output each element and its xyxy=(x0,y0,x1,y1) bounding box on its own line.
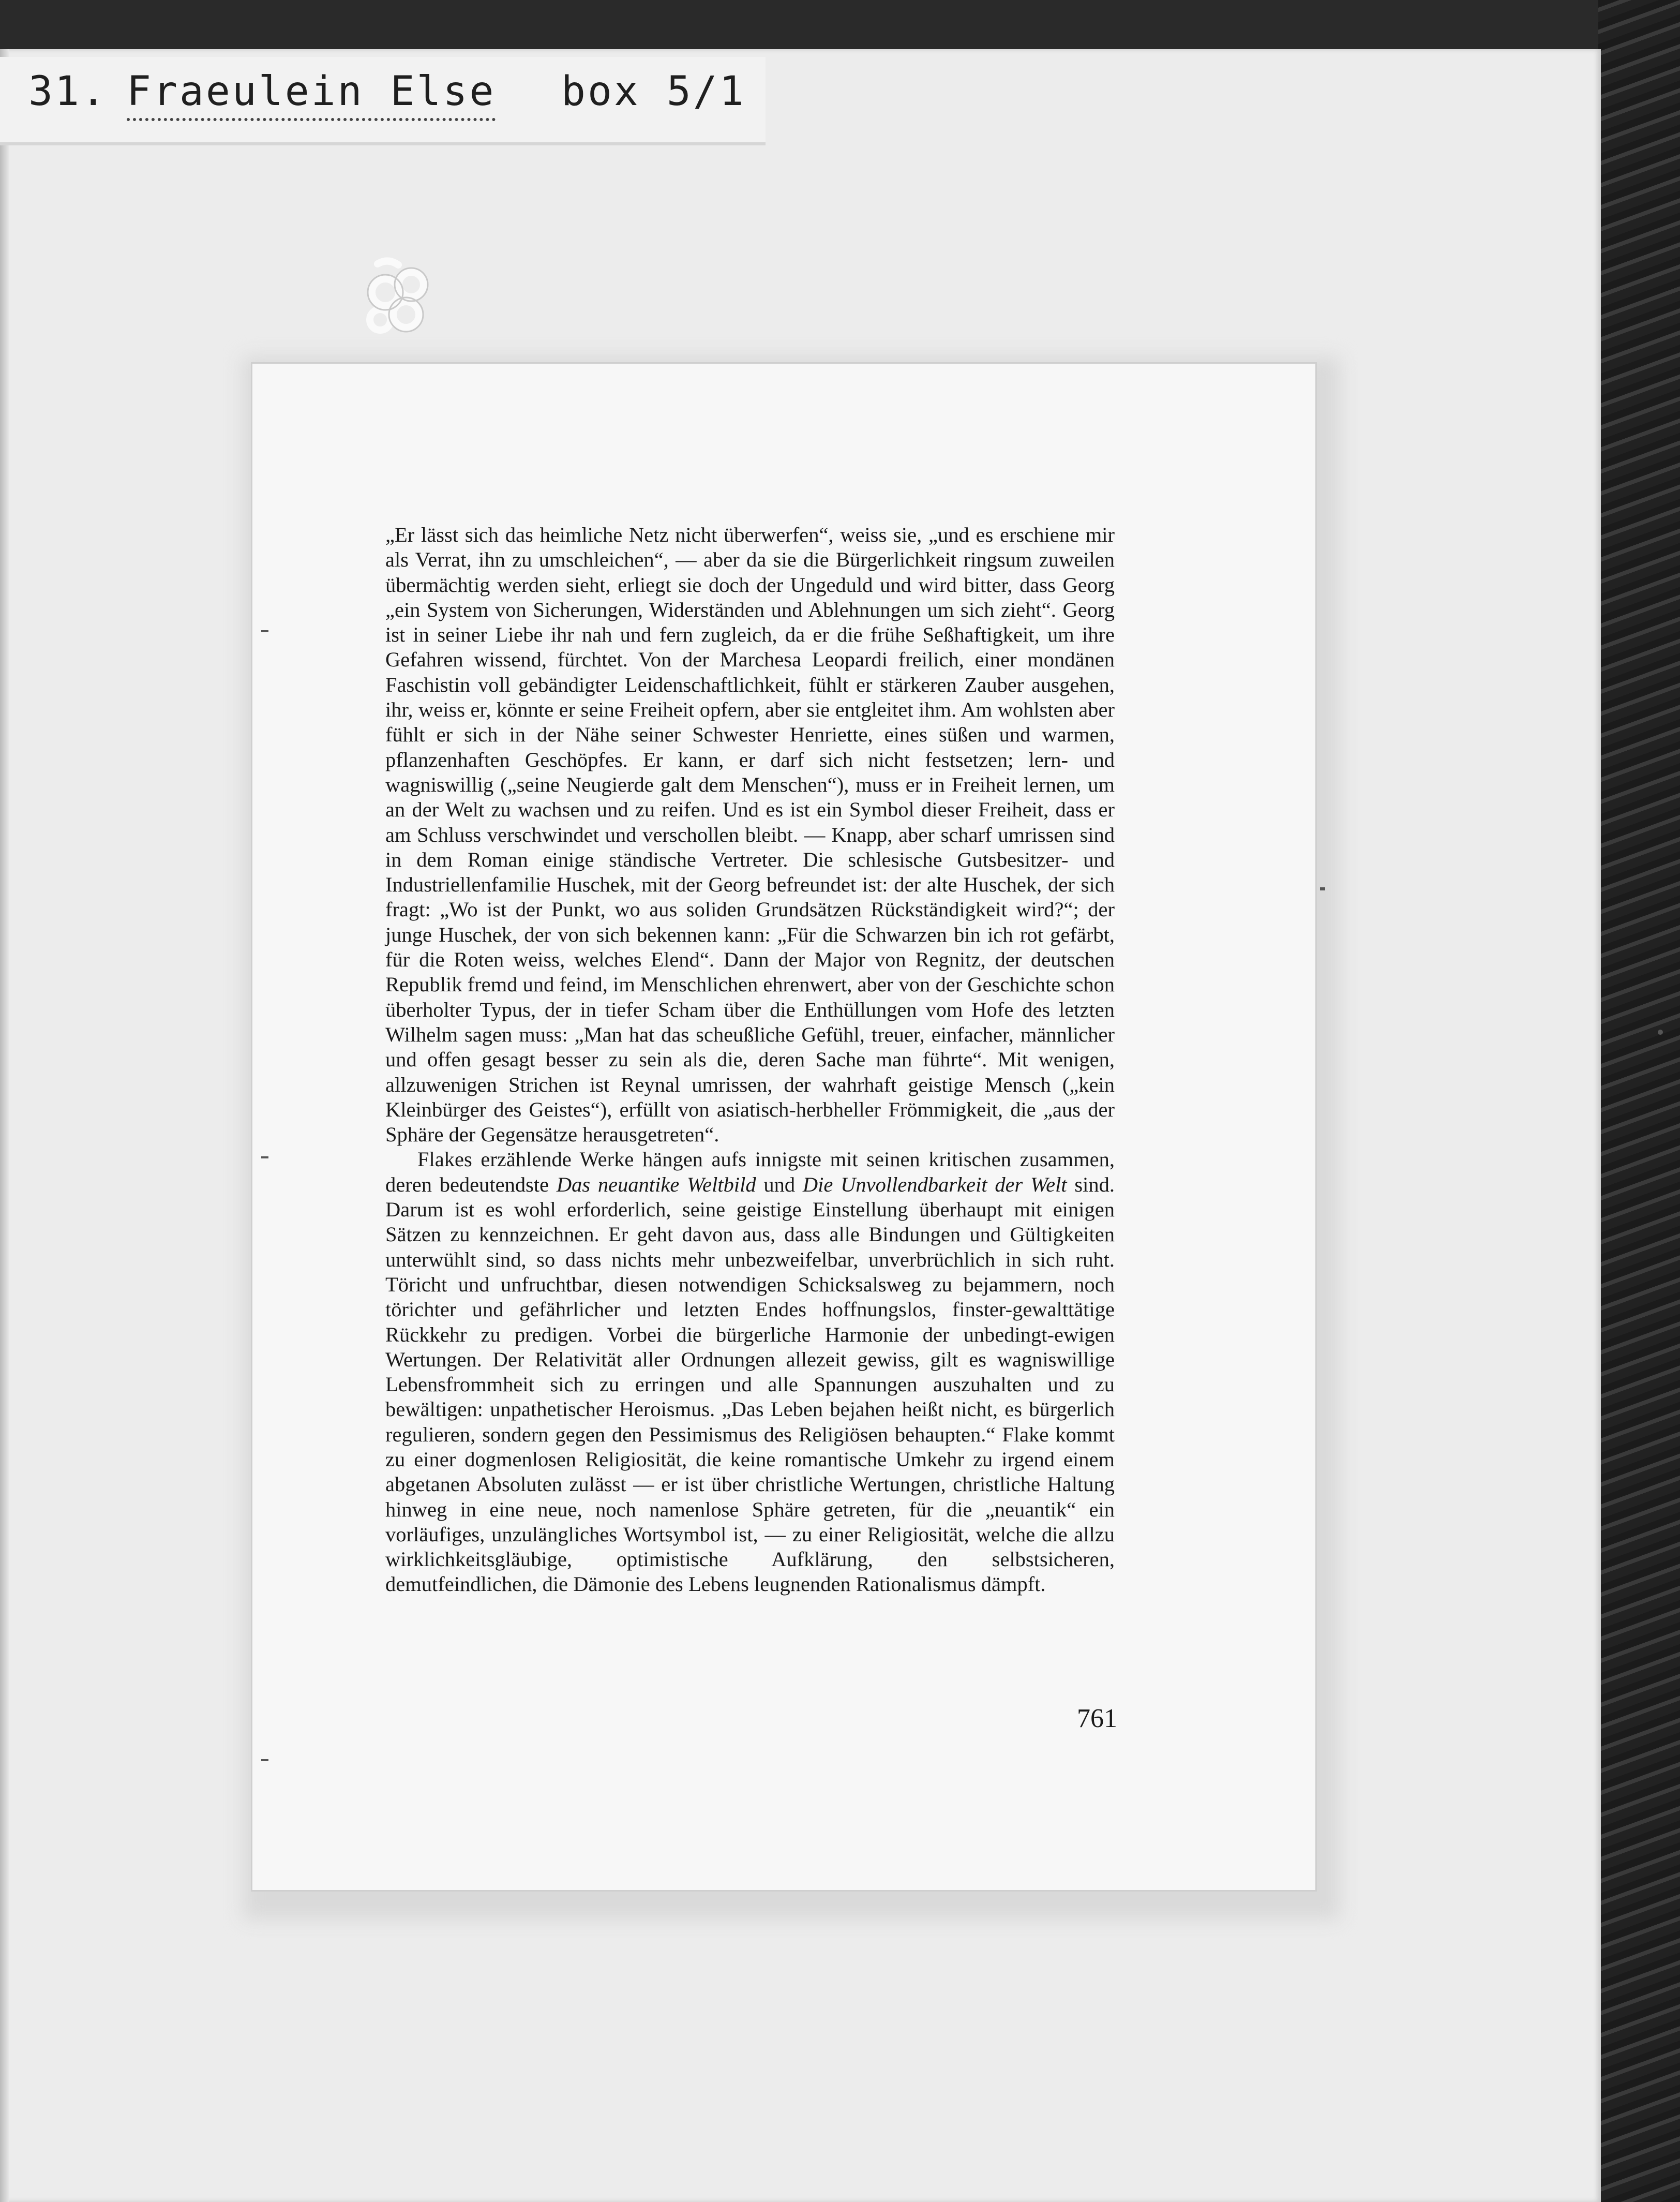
page-number: 761 xyxy=(1077,1704,1117,1733)
text-run: „Er lässt sich das heimliche Netz nicht überwerfen“, weiss sie, „und es erschiene mir als Verrat, ihn zu umschleichen“, — aber da sie die Bürgerlichkeit ringsum zuweilen übermächtig werden sieht, erliegt sie doch der Ungeduld und wird bitter, dass Georg „ein System von Sicherungen, Widerständen und Ablehnungen um sich zieht“. Georg ist in seiner Liebe ihr nah und fern zugleich, da er die frühe Seßhaftigkeit, um ihre Gefahren wissend, fürchtet. Von der Marchesa Leopardi freilich, einer mondänen Faschistin voll gebändigter Leidenschaftlichkeit, fühlt er stärkeren Zauber ausgehen, ihr, weiss er, könnte er seine Freiheit opfern, aber sie entgleitet ihm. Am wohlsten aber fühlt er sich in der Nähe seiner Schwester Henriette, eines süßen und warmen, pflanzenhaften Geschöpfes. Er kann, er darf sich nicht festsetzen; lern- und wagniswillig („seine Neugierde galt dem Menschen“), muss er in Freiheit lernen, um an der Welt zu wachsen und zu reifen. Und es ist ein Symbol dieser Freiheit, dass er am Schluss verschwindet und verschollen bleibt. — Knapp, aber scharf umrissen sind in dem Roman einige ständische Vertreter. Die schlesische Gutsbesitzer- und Industriellenfamilie Huschek, mit der Georg befreundet ist: der alte Huschek, der sich fragt: „Wo ist der Punkt, wo aus soliden Grundsätzen Rückständigkeit wird?“; der junge Huschek, der von sich bekennen kann: „Für die Schwarzen bin ich rot gefärbt, für die Roten weiss, welches Elend“. Dann der Major von Regnitz, der deutschen Republik fremd und feind, im Menschlichen ehrenwert, aber von der Geschichte schon überholter Typus, der in tiefer Scham über die Enthüllungen vom Hofe des letzten Wilhelm sagen muss: „Man hat das scheußliche Gefühl, treuer, einfacher, männlicher und offen gesagt besser zu sein als die, deren Sache man führte“. Mit wenigen, allzuwenigen Strichen ist Reynal umrissen, der wahrhaft geistige Mensch („kein Kleinbürger des Geistes“), erfüllt von asiatisch-herbheller Frömmigkeit, die „aus der Sphäre der Gegensätze herausgetreten“. xyxy=(385,523,1115,1147)
edge-mark xyxy=(1320,887,1325,890)
edge-mark xyxy=(261,1759,268,1761)
archive-label xyxy=(0,57,766,145)
label-number: 31. xyxy=(28,68,108,115)
book-title: Die Unvollendbarkeit der Welt xyxy=(802,1172,1067,1196)
book-title: Das neuantike Weltbild xyxy=(556,1172,756,1196)
card-left-edge xyxy=(0,49,9,2202)
article-text xyxy=(385,523,1115,1597)
article-paragraph xyxy=(385,1147,1115,1597)
text-run: und xyxy=(756,1172,803,1196)
edge-mark xyxy=(1658,1030,1663,1035)
edge-mark xyxy=(261,630,268,632)
edge-mark xyxy=(261,1156,268,1158)
article-paragraph xyxy=(385,523,1115,1147)
scanner-background xyxy=(1598,0,1680,2202)
text-run: sind. Darum ist es wohl erforderlich, seine geistige Einstellung überhaupt mit einigen Sätzen zu kennzeichnen. Er geht davon aus, dass alle Bindungen und Gültigkeiten unterwühlt sind, so dass nichts mehr unbezweifelbar, unverbrüchlich in sich ruht. Töricht und unfruchtbar, diesen notwendigen Schicksalsweg zu bejammern, noch törichter und gefährlicher und letzten Endes hoffnungslos, finster-gewalttätige Rückkehr zu predigen. Vorbei die bürgerliche Harmonie der unbedingt-ewigen Wertungen. Der Relativität aller Ordnungen allezeit gewiss, gilt es wagniswillige Lebensfrommheit sich zu erringen und alle Spannungen auszuhalten und zu bewältigen: unpathetischer Heroismus. „Das Leben bejahen heißt nicht, es bürgerlich regulieren, sondern gegen den Pessimismus des Religiösen behaupten.“ Flake kommt zu einer dogmenlosen Religiosität, die keine romantische Umkehr zu irgend einem abgetanen Absoluten zulässt — er ist über christliche Wertungen, christliche Haltung hinweg in eine neue, noch namenlose Sphäre getreten, für die „neuantik“ ein vorläufiges, unzulängliches Wortsymbol ist, — zu einer Religiosität, welche die allzu wirklichkeitsgläubige, optimistische Aufklärung, den selbstsicheren, demutfeindlichen, die Dämonie des Lebens leugnenden Rationalismus dämpft. xyxy=(385,1172,1115,1596)
label-box: box 5/1 xyxy=(561,68,746,115)
text-run: Flakes erzählende Werke hängen aufs innigste mit seinen kritischen zusammen, deren bedeutendste xyxy=(385,1148,1115,1196)
label-title: Fraeulein Else xyxy=(127,68,496,121)
archive-stamp-icon xyxy=(357,254,434,336)
